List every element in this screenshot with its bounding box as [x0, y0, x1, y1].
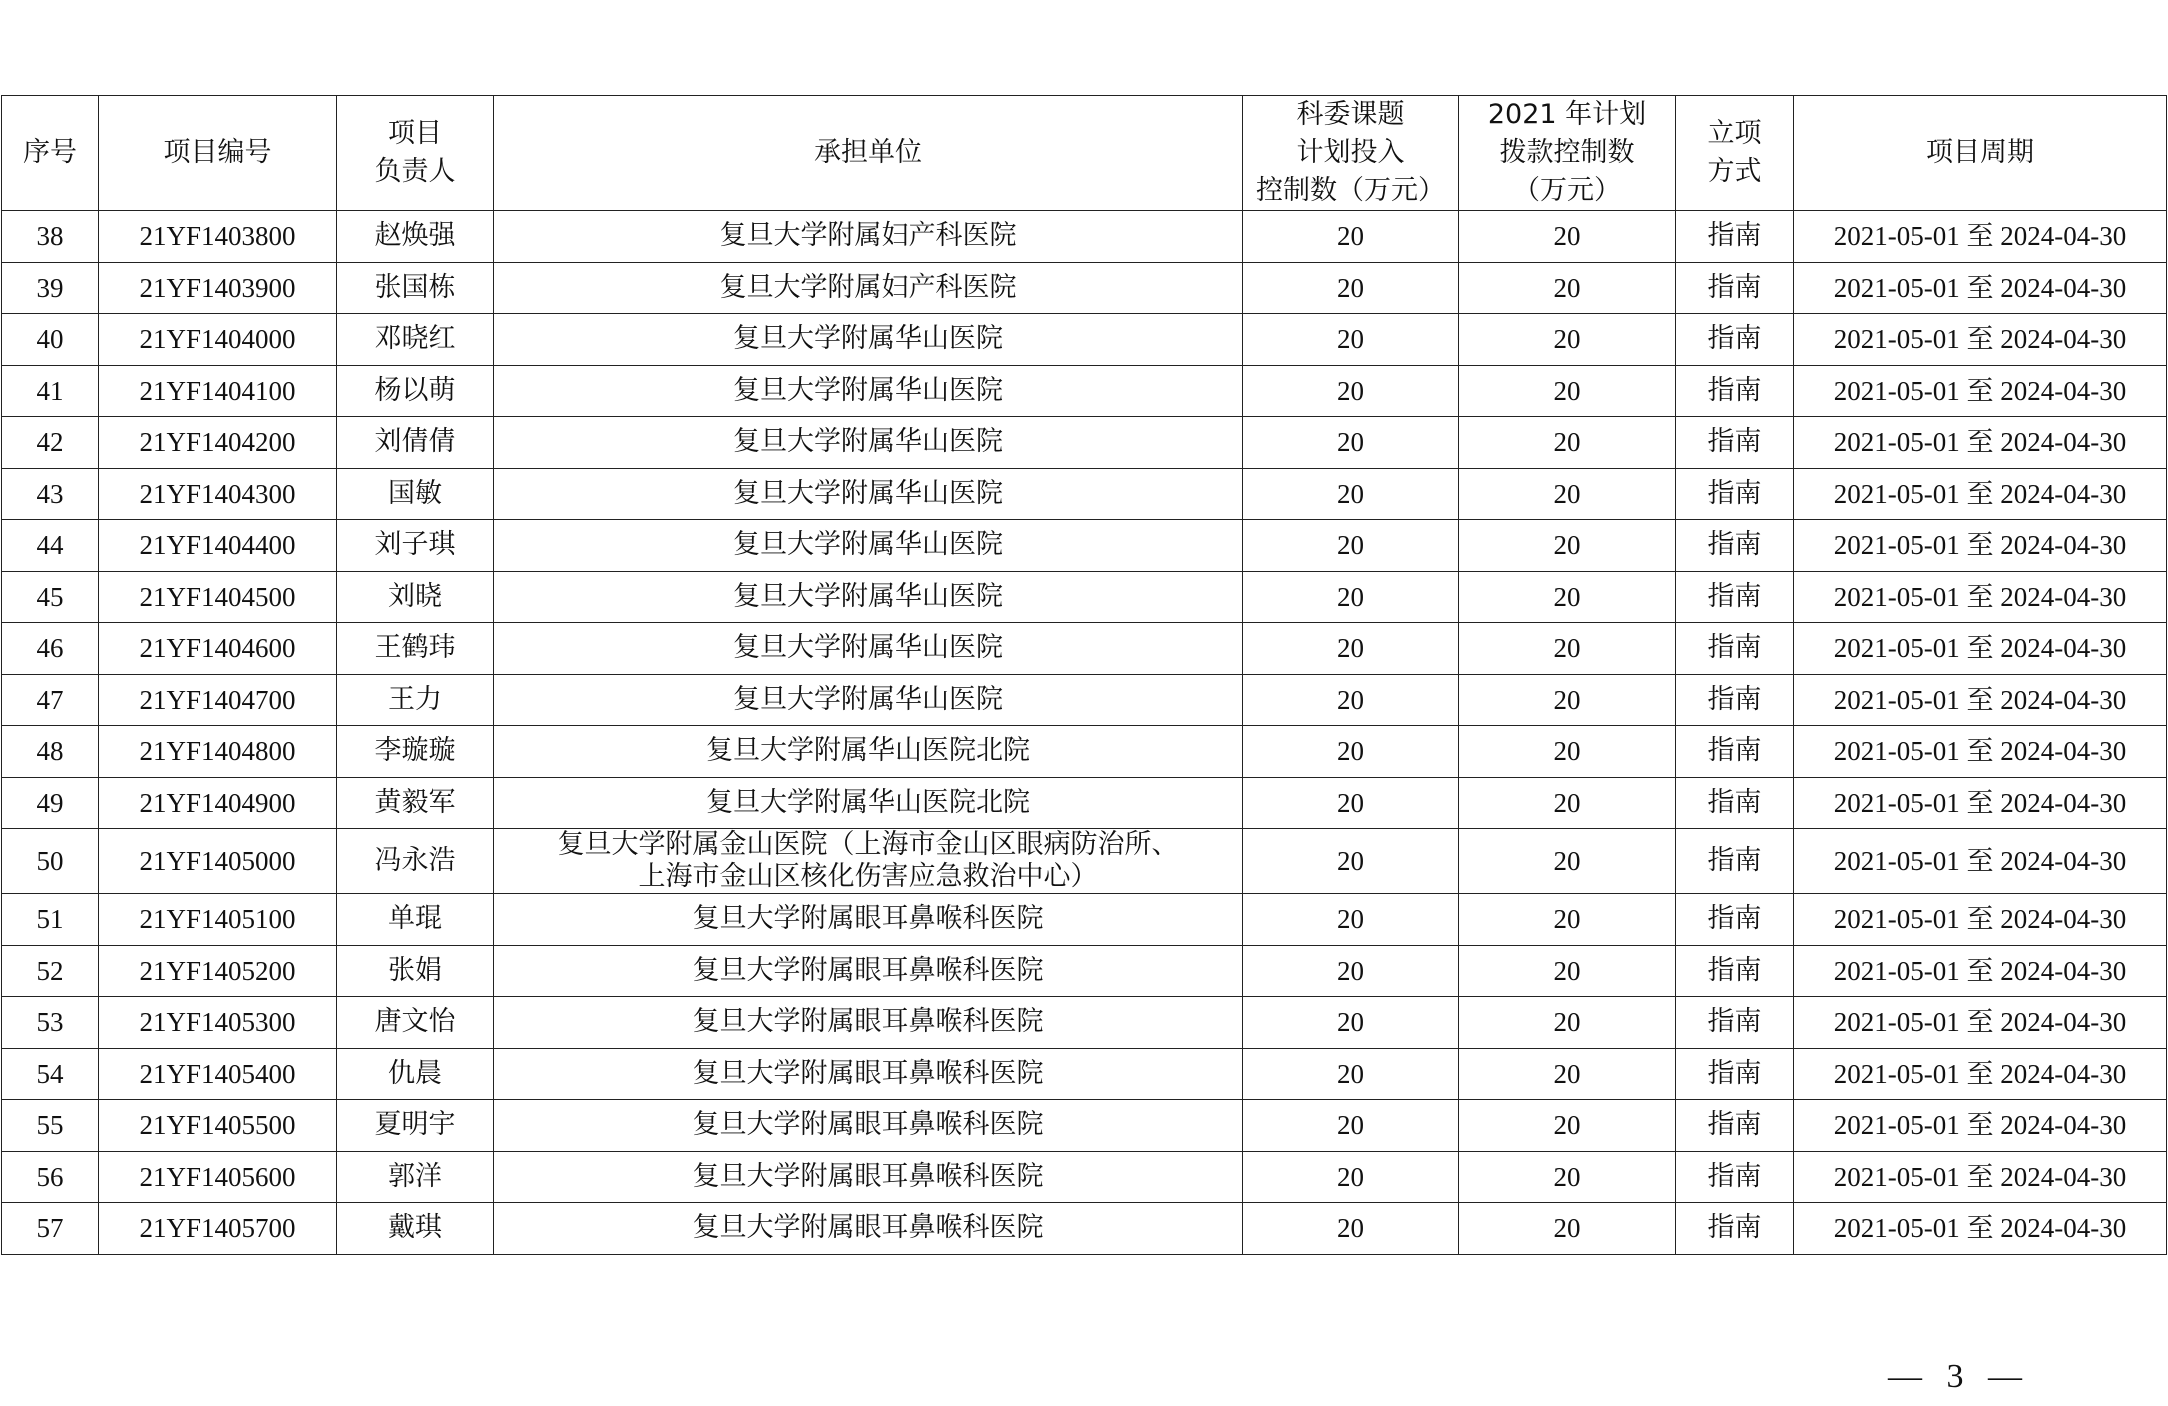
row-seq: 41: [2, 365, 99, 417]
row-fund: 20: [1459, 365, 1676, 417]
table-row: [2, 1151, 2167, 1203]
row-plan: 20: [1243, 1151, 1459, 1203]
row-unit: 复旦大学附属华山医院: [494, 365, 1243, 417]
row-leader: 黄毅军: [337, 777, 494, 829]
row-method: 指南: [1676, 726, 1794, 778]
row-code: 21YF1405000: [99, 829, 337, 894]
row-plan: 20: [1243, 777, 1459, 829]
row-fund: 20: [1459, 1203, 1676, 1255]
row-code: 21YF1403800: [99, 211, 337, 263]
row-fund: 20: [1459, 623, 1676, 675]
row-code: 21YF1404400: [99, 520, 337, 572]
row-plan: 20: [1243, 1203, 1459, 1255]
row-method: 指南: [1676, 1151, 1794, 1203]
table-row: [2, 997, 2167, 1049]
row-code: 21YF1404000: [99, 314, 337, 366]
row-seq: 49: [2, 777, 99, 829]
row-code: 21YF1404900: [99, 777, 337, 829]
table-row: [2, 894, 2167, 946]
row-plan: 20: [1243, 365, 1459, 417]
table-row: [2, 211, 2167, 263]
row-code: 21YF1404200: [99, 417, 337, 469]
row-leader: 王力: [337, 674, 494, 726]
row-method: 指南: [1676, 1048, 1794, 1100]
row-period: 2021-05-01 至 2024-04-30: [1794, 997, 2167, 1049]
row-seq: 40: [2, 314, 99, 366]
row-unit: 复旦大学附属妇产科医院: [494, 262, 1243, 314]
row-seq: 39: [2, 262, 99, 314]
row-fund: 20: [1459, 262, 1676, 314]
row-period: 2021-05-01 至 2024-04-30: [1794, 1151, 2167, 1203]
row-period: 2021-05-01 至 2024-04-30: [1794, 417, 2167, 469]
row-method: 指南: [1676, 468, 1794, 520]
table-row: [2, 726, 2167, 778]
row-fund: 20: [1459, 997, 1676, 1049]
table-row: [2, 1203, 2167, 1255]
row-seq: 48: [2, 726, 99, 778]
row-leader: 刘倩倩: [337, 417, 494, 469]
row-code: 21YF1403900: [99, 262, 337, 314]
header-method: 立项 方式: [1676, 96, 1794, 211]
row-unit: 复旦大学附属眼耳鼻喉科医院: [494, 894, 1243, 946]
row-method: 指南: [1676, 623, 1794, 675]
row-unit: 复旦大学附属眼耳鼻喉科医院: [494, 1100, 1243, 1152]
row-unit: 复旦大学附属华山医院: [494, 674, 1243, 726]
page-number: — 3 —: [1888, 1358, 2030, 1395]
row-leader: 刘晓: [337, 571, 494, 623]
header-plan: 科委课题 计划投入 控制数（万元）: [1243, 96, 1459, 211]
row-plan: 20: [1243, 520, 1459, 572]
row-fund: 20: [1459, 1151, 1676, 1203]
row-method: 指南: [1676, 997, 1794, 1049]
project-table: [1, 95, 2167, 1255]
header-leader: 项目 负责人: [337, 96, 494, 211]
header-fund-2021: 2021 年计划 拨款控制数 （万元）: [1459, 96, 1676, 211]
row-fund: 20: [1459, 571, 1676, 623]
row-plan: 20: [1243, 945, 1459, 997]
row-period: 2021-05-01 至 2024-04-30: [1794, 894, 2167, 946]
row-plan: 20: [1243, 417, 1459, 469]
row-fund: 20: [1459, 945, 1676, 997]
row-period: 2021-05-01 至 2024-04-30: [1794, 726, 2167, 778]
row-method: 指南: [1676, 417, 1794, 469]
row-seq: 52: [2, 945, 99, 997]
row-seq: 45: [2, 571, 99, 623]
row-leader: 邓晓红: [337, 314, 494, 366]
row-fund: 20: [1459, 468, 1676, 520]
row-plan: 20: [1243, 829, 1459, 894]
row-leader: 赵焕强: [337, 211, 494, 263]
row-leader: 李璇璇: [337, 726, 494, 778]
table-row: [2, 262, 2167, 314]
row-leader: 张国栋: [337, 262, 494, 314]
row-code: 21YF1405100: [99, 894, 337, 946]
row-fund: 20: [1459, 674, 1676, 726]
row-fund: 20: [1459, 1048, 1676, 1100]
row-leader: 郭洋: [337, 1151, 494, 1203]
row-plan: 20: [1243, 623, 1459, 675]
row-fund: 20: [1459, 894, 1676, 946]
row-leader: 杨以萌: [337, 365, 494, 417]
row-method: 指南: [1676, 520, 1794, 572]
row-fund: 20: [1459, 726, 1676, 778]
row-unit: 复旦大学附属华山医院: [494, 314, 1243, 366]
row-fund: 20: [1459, 1100, 1676, 1152]
row-unit: 复旦大学附属华山医院: [494, 571, 1243, 623]
row-method: 指南: [1676, 211, 1794, 263]
row-plan: 20: [1243, 468, 1459, 520]
table-row: [2, 417, 2167, 469]
row-seq: 38: [2, 211, 99, 263]
row-method: 指南: [1676, 777, 1794, 829]
row-seq: 51: [2, 894, 99, 946]
table-row: [2, 468, 2167, 520]
row-unit: 复旦大学附属华山医院: [494, 417, 1243, 469]
row-plan: 20: [1243, 211, 1459, 263]
row-plan: 20: [1243, 314, 1459, 366]
row-fund: 20: [1459, 417, 1676, 469]
row-plan: 20: [1243, 1100, 1459, 1152]
row-method: 指南: [1676, 314, 1794, 366]
row-seq: 57: [2, 1203, 99, 1255]
row-method: 指南: [1676, 571, 1794, 623]
row-leader: 张娟: [337, 945, 494, 997]
row-seq: 47: [2, 674, 99, 726]
row-code: 21YF1404700: [99, 674, 337, 726]
row-seq: 42: [2, 417, 99, 469]
row-plan: 20: [1243, 262, 1459, 314]
row-method: 指南: [1676, 262, 1794, 314]
row-method: 指南: [1676, 1100, 1794, 1152]
row-unit: 复旦大学附属华山医院北院: [494, 777, 1243, 829]
row-period: 2021-05-01 至 2024-04-30: [1794, 674, 2167, 726]
row-code: 21YF1405500: [99, 1100, 337, 1152]
row-method: 指南: [1676, 894, 1794, 946]
table-row: [2, 945, 2167, 997]
row-code: 21YF1404100: [99, 365, 337, 417]
row-unit: 复旦大学附属眼耳鼻喉科医院: [494, 1151, 1243, 1203]
row-code: 21YF1405700: [99, 1203, 337, 1255]
row-seq: 55: [2, 1100, 99, 1152]
row-method: 指南: [1676, 1203, 1794, 1255]
row-code: 21YF1404600: [99, 623, 337, 675]
row-seq: 43: [2, 468, 99, 520]
row-seq: 50: [2, 829, 99, 894]
row-fund: 20: [1459, 829, 1676, 894]
row-seq: 54: [2, 1048, 99, 1100]
header-seq: 序号: [2, 96, 99, 211]
header-code: 项目编号: [99, 96, 337, 211]
row-plan: 20: [1243, 997, 1459, 1049]
row-leader: 单琨: [337, 894, 494, 946]
row-period: 2021-05-01 至 2024-04-30: [1794, 468, 2167, 520]
table-row: [2, 623, 2167, 675]
row-leader: 冯永浩: [337, 829, 494, 894]
row-fund: 20: [1459, 211, 1676, 263]
table-row: [2, 314, 2167, 366]
row-period: 2021-05-01 至 2024-04-30: [1794, 365, 2167, 417]
row-period: 2021-05-01 至 2024-04-30: [1794, 945, 2167, 997]
table-row: [2, 365, 2167, 417]
row-code: 21YF1405600: [99, 1151, 337, 1203]
row-seq: 53: [2, 997, 99, 1049]
row-leader: 戴琪: [337, 1203, 494, 1255]
row-seq: 46: [2, 623, 99, 675]
table-row: [2, 829, 2167, 894]
row-plan: 20: [1243, 894, 1459, 946]
row-leader: 唐文怡: [337, 997, 494, 1049]
row-period: 2021-05-01 至 2024-04-30: [1794, 211, 2167, 263]
table-row: [2, 571, 2167, 623]
row-unit: 复旦大学附属华山医院: [494, 468, 1243, 520]
table-row: [2, 1048, 2167, 1100]
row-method: 指南: [1676, 365, 1794, 417]
row-period: 2021-05-01 至 2024-04-30: [1794, 571, 2167, 623]
row-period: 2021-05-01 至 2024-04-30: [1794, 1203, 2167, 1255]
row-unit: 复旦大学附属华山医院: [494, 520, 1243, 572]
header-row: [2, 96, 2167, 211]
row-period: 2021-05-01 至 2024-04-30: [1794, 777, 2167, 829]
row-period: 2021-05-01 至 2024-04-30: [1794, 314, 2167, 366]
row-seq: 56: [2, 1151, 99, 1203]
row-period: 2021-05-01 至 2024-04-30: [1794, 829, 2167, 894]
row-plan: 20: [1243, 674, 1459, 726]
row-fund: 20: [1459, 314, 1676, 366]
row-period: 2021-05-01 至 2024-04-30: [1794, 1048, 2167, 1100]
header-unit: 承担单位: [494, 96, 1243, 211]
row-leader: 刘子琪: [337, 520, 494, 572]
row-period: 2021-05-01 至 2024-04-30: [1794, 520, 2167, 572]
row-period: 2021-05-01 至 2024-04-30: [1794, 623, 2167, 675]
table-row: [2, 520, 2167, 572]
row-leader: 国敏: [337, 468, 494, 520]
row-plan: 20: [1243, 1048, 1459, 1100]
row-code: 21YF1404800: [99, 726, 337, 778]
table-row: [2, 674, 2167, 726]
row-unit: 复旦大学附属眼耳鼻喉科医院: [494, 945, 1243, 997]
row-unit: 复旦大学附属眼耳鼻喉科医院: [494, 1203, 1243, 1255]
row-period: 2021-05-01 至 2024-04-30: [1794, 262, 2167, 314]
row-code: 21YF1404500: [99, 571, 337, 623]
row-code: 21YF1405300: [99, 997, 337, 1049]
header-period: 项目周期: [1794, 96, 2167, 211]
row-unit: 复旦大学附属金山医院（上海市金山区眼病防治所、 上海市金山区核化伤害应急救治中心）: [494, 829, 1243, 894]
row-unit: 复旦大学附属眼耳鼻喉科医院: [494, 1048, 1243, 1100]
row-method: 指南: [1676, 674, 1794, 726]
row-unit: 复旦大学附属华山医院北院: [494, 726, 1243, 778]
row-leader: 仇晨: [337, 1048, 494, 1100]
row-unit: 复旦大学附属眼耳鼻喉科医院: [494, 997, 1243, 1049]
row-code: 21YF1405400: [99, 1048, 337, 1100]
row-code: 21YF1404300: [99, 468, 337, 520]
row-method: 指南: [1676, 829, 1794, 894]
table-row: [2, 777, 2167, 829]
row-fund: 20: [1459, 520, 1676, 572]
row-unit: 复旦大学附属华山医院: [494, 623, 1243, 675]
table-row: [2, 1100, 2167, 1152]
row-plan: 20: [1243, 726, 1459, 778]
row-method: 指南: [1676, 945, 1794, 997]
row-seq: 44: [2, 520, 99, 572]
row-unit: 复旦大学附属妇产科医院: [494, 211, 1243, 263]
row-leader: 夏明宇: [337, 1100, 494, 1152]
row-leader: 王鹤玮: [337, 623, 494, 675]
row-period: 2021-05-01 至 2024-04-30: [1794, 1100, 2167, 1152]
row-plan: 20: [1243, 571, 1459, 623]
row-code: 21YF1405200: [99, 945, 337, 997]
row-fund: 20: [1459, 777, 1676, 829]
